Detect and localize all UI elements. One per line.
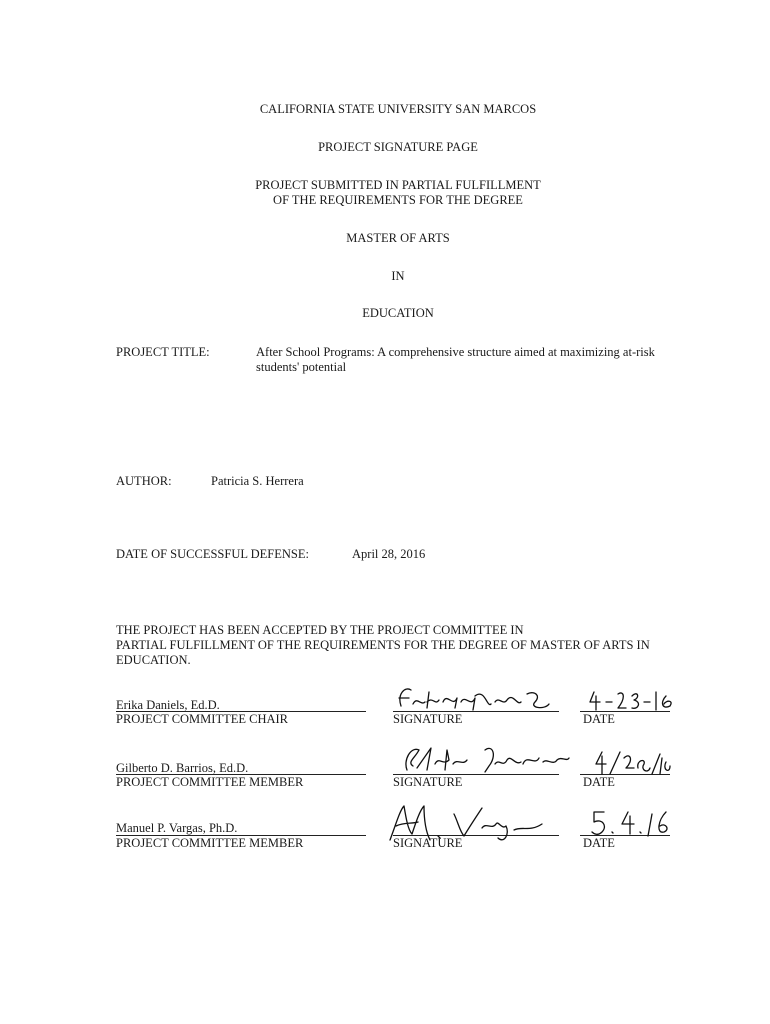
author-label: AUTHOR: — [116, 474, 172, 488]
committee-name-1: Erika Daniels, Ed.D. — [116, 698, 220, 712]
degree-in: IN — [391, 269, 405, 283]
committee-name-3: Manuel P. Vargas, Ph.D. — [116, 821, 238, 835]
acceptance-line-2: PARTIAL FULFILLMENT OF THE REQUIREMENTS FOR THE DEGREE OF MASTER OF ARTS IN — [116, 638, 650, 652]
signature-image-1 — [395, 684, 555, 714]
author-name: Patricia S. Herrera — [211, 474, 304, 488]
acceptance-line-3: EDUCATION. — [116, 653, 191, 667]
university-name: CALIFORNIA STATE UNIVERSITY SAN MARCOS — [259, 102, 537, 116]
acceptance-line-1: THE PROJECT HAS BEEN ACCEPTED BY THE PROJECT COMMITTEE IN — [116, 623, 524, 637]
page-title: PROJECT SIGNATURE PAGE — [318, 140, 478, 154]
committee-role-1: PROJECT COMMITTEE CHAIR — [116, 712, 289, 726]
signature-label-2: SIGNATURE — [393, 775, 463, 789]
committee-role-2: PROJECT COMMITTEE MEMBER — [116, 775, 304, 789]
submitted-line-1: PROJECT SUBMITTED IN PARTIAL FULFILLMENT — [255, 178, 541, 192]
degree-field: EDUCATION — [362, 306, 434, 320]
signature-label-1: SIGNATURE — [393, 712, 463, 726]
project-title-line-2: students' potential — [256, 360, 347, 374]
date-label-3: DATE — [583, 836, 615, 850]
committee-role-3: PROJECT COMMITTEE MEMBER — [116, 836, 304, 850]
submitted-line-2: OF THE REQUIREMENTS FOR THE DEGREE — [273, 193, 523, 207]
project-title-line-1: After School Programs: A comprehensive structure aimed at maximizing at-risk — [256, 345, 655, 359]
committee-name-2: Gilberto D. Barrios, Ed.D. — [116, 761, 249, 775]
handwritten-date-3 — [590, 808, 674, 838]
signature-image-3 — [382, 800, 552, 846]
handwritten-date-1 — [586, 688, 678, 712]
defense-date: April 28, 2016 — [352, 547, 426, 561]
date-label-2: DATE — [583, 775, 615, 789]
date-label-1: DATE — [583, 712, 615, 726]
handwritten-date-2 — [592, 748, 672, 778]
signature-label-3: SIGNATURE — [393, 836, 463, 850]
defense-label: DATE OF SUCCESSFUL DEFENSE: — [116, 547, 309, 561]
project-title-label: PROJECT TITLE: — [116, 345, 210, 359]
signature-image-2 — [397, 742, 573, 776]
degree-name: MASTER OF ARTS — [346, 231, 450, 245]
